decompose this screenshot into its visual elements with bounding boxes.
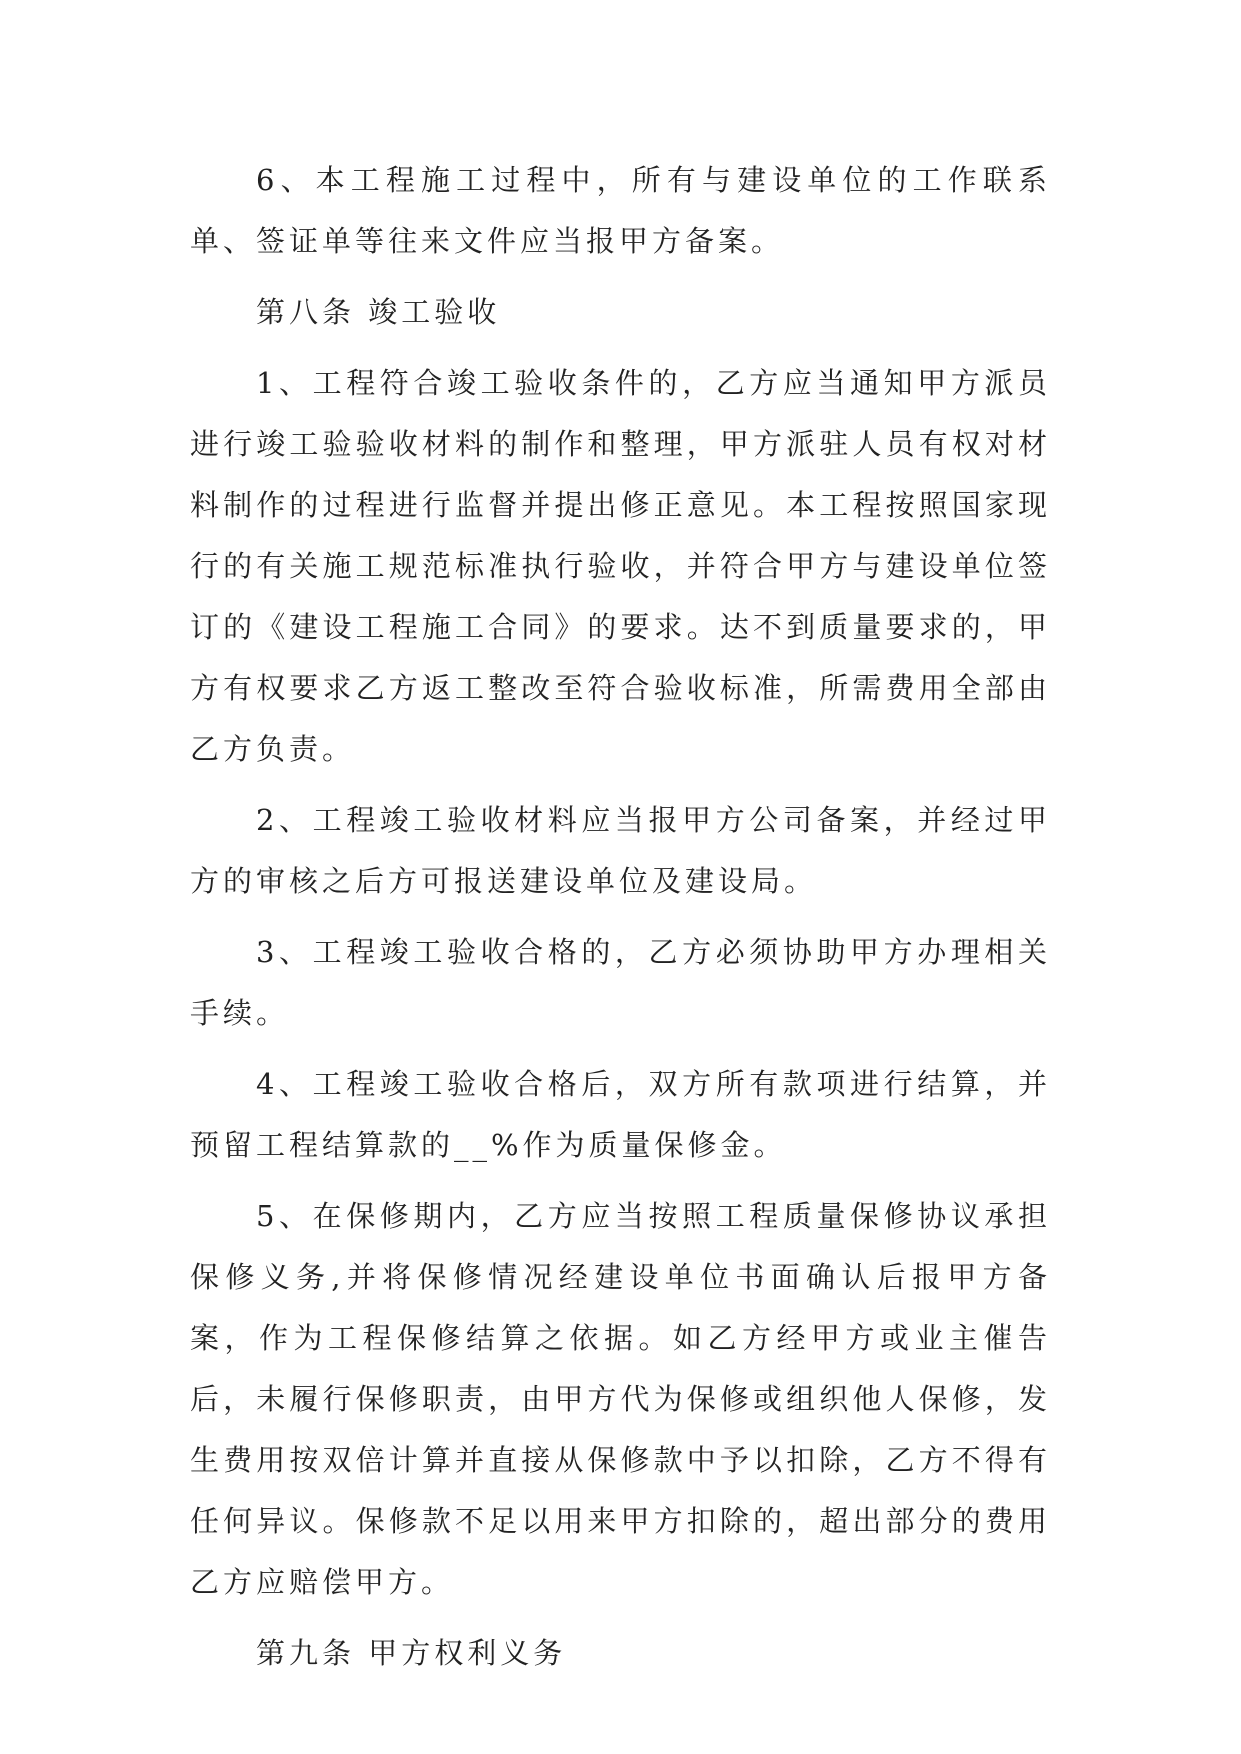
paragraph-6-filing: 6、本工程施工过程中，所有与建设单位的工作联系单、签证单等往来文件应当报甲方备案。 — [190, 163, 1051, 258]
paragraph-2-materials: 2、工程竣工验收材料应当报甲方公司备案，并经过甲方的审核之后方可报送建设单位及建设局。 — [190, 803, 1051, 898]
paragraph-3-procedures: 3、工程竣工验收合格的，乙方必须协助甲方办理相关手续。 — [190, 935, 1051, 1030]
article-9-heading: 第九条 甲方权利义务 — [256, 1636, 567, 1670]
paragraph-5-warranty: 5、在保修期内，乙方应当按照工程质量保修协议承担保修义务,并将保修情况经建设单位书面确认后报甲方备案，作为工程保修结算之依据。如乙方经甲方或业主催告后，未履行保修职责，由甲方代为保修或组织他人保修，发生费用按双倍计算并直接从保修款中予以扣除，乙方不得有任何异议。保修款不足以用来甲方扣除的，超出部分的费用乙方应赔偿甲方。 — [190, 1199, 1051, 1599]
document-body — [190, 150, 1051, 1694]
paragraph-4-settlement: 4、工程竣工验收合格后，双方所有款项进行结算，并预留工程结算款的__%作为质量保修金。 — [190, 1067, 1051, 1162]
paragraph-1-acceptance: 1、工程符合竣工验收条件的，乙方应当通知甲方派员进行竣工验验收材料的制作和整理，甲方派驻人员有权对材料制作的过程进行监督并提出修正意见。本工程按照国家现行的有关施工规范标准执行验收，并符合甲方与建设单位签订的《建设工程施工合同》的要求。达不到质量要求的，甲方有权要求乙方返工整改至符合验收标准，所需费用全部由乙方负责。 — [190, 366, 1051, 766]
article-8-heading: 第八条 竣工验收 — [256, 295, 501, 329]
